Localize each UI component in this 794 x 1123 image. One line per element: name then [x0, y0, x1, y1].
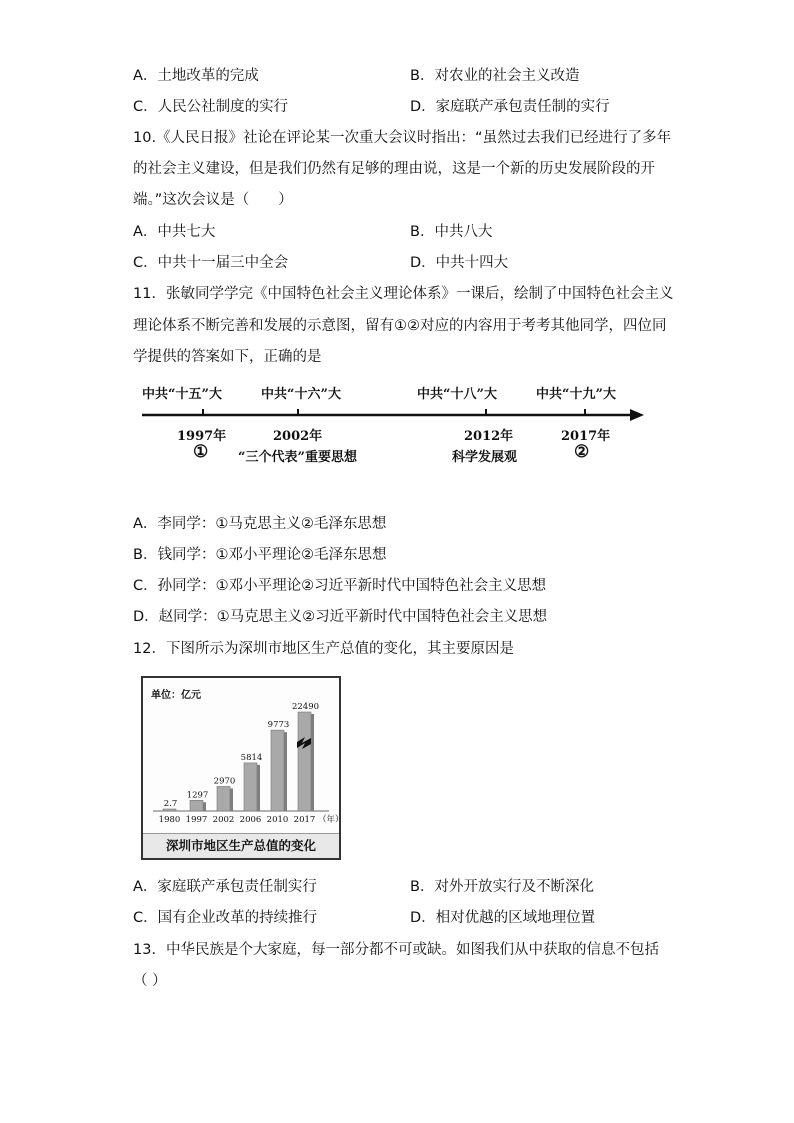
q9-option-c: C．人民公社制度的实行 [133, 99, 289, 115]
q10-option-b: B．中共八大 [410, 224, 493, 240]
q12-option-d: D．相对优越的区域地理位置 [410, 910, 596, 926]
timeline-blank-2: ② [574, 442, 590, 462]
chart-bar-side-2002 [230, 788, 233, 811]
q10-option-c: C．中共十一届三中全会 [133, 255, 289, 271]
timeline-year-1997: 1997年 [177, 429, 227, 444]
q13-stem-line1: 13．中华民族是个大家庭，每一部分都不可或缺。如图我们从中获取的信息不包括 [133, 942, 659, 958]
q12-option-b: B．对外开放实行及不断深化 [410, 879, 594, 895]
q10-option-d: D．中共十四大 [410, 255, 509, 271]
timeline-congress-18: 中共“十八”大 [417, 387, 497, 402]
chart-bar-1997 [190, 800, 203, 811]
gdp-bar-chart [141, 676, 344, 860]
timeline-content-three-represents: “三个代表”重要思想 [238, 450, 357, 465]
q12-option-a: A．家庭联产承包责任制实行 [133, 879, 317, 895]
chart-bar-2010 [271, 730, 284, 811]
chart-bar-side-2006 [257, 765, 260, 811]
timeline-congress-15: 中共“十五”大 [142, 387, 222, 402]
q13-stem-line2: （ ） [133, 973, 167, 989]
chart-title: 深圳市地区生产总值的变化 [143, 833, 339, 858]
chart-bar-side-2010 [284, 732, 287, 811]
timeline-blank-1: ① [193, 442, 209, 462]
chart-tick-label-2017: 2017 [293, 815, 316, 825]
q10-stem-line1: 10.《人民日报》社论在评论某一次重大会议时指出：“虽然过去我们已经进行了多年 [133, 130, 672, 146]
timeline-arrow-icon [630, 409, 644, 421]
q12-stem-line1: 12．下图所示为深圳市地区生产总值的变化，其主要原因是 [133, 641, 514, 657]
chart-value-label-1997: 1297 [186, 790, 209, 801]
chart-plot [143, 678, 344, 834]
q10-option-a: A．中共七大 [133, 224, 216, 240]
chart-tick-label-1997: 1997 [185, 815, 208, 825]
timeline-content-scientific-outlook: 科学发展观 [452, 450, 518, 465]
q9-option-b: B．对农业的社会主义改造 [410, 68, 580, 84]
chart-value-label-2017: 22490 [291, 702, 320, 712]
q11-option-d: D．赵同学：①马克思主义②习近平新时代中国特色社会主义思想 [133, 609, 548, 625]
q10-stem-line3: 端。”这次会议是（ ） [133, 192, 293, 208]
q9-option-a: A．土地改革的完成 [133, 68, 259, 84]
chart-x-unit-label: （年） [318, 815, 344, 825]
q11-stem-line3: 学提供的答案如下，正确的是 [133, 349, 322, 365]
chart-tick-label-2006: 2006 [239, 815, 262, 825]
chart-bar-2006 [244, 763, 257, 811]
chart-bar-side-1997 [203, 802, 206, 811]
timeline-year-2017: 2017年 [561, 429, 611, 444]
chart-bar-2017 [298, 712, 311, 811]
theory-timeline-diagram [130, 378, 650, 468]
q11-option-c: C．孙同学：①邓小平理论②习近平新时代中国特色社会主义思想 [133, 578, 547, 594]
timeline-congress-16: 中共“十六”大 [261, 387, 341, 402]
timeline-year-2002: 2002年 [273, 429, 323, 444]
q9-option-d: D．家庭联产承包责任制的实行 [410, 99, 610, 115]
q12-option-c: C．国有企业改革的持续推行 [133, 910, 318, 926]
chart-value-label-1980: 2.7 [163, 799, 178, 809]
chart-bar-side-2017 [311, 714, 314, 811]
chart-value-label-2002: 2970 [213, 776, 236, 787]
chart-tick-label-1980: 1980 [158, 815, 181, 825]
q11-stem-line1: 11．张敏同学学完《中国特色社会主义理论体系》一课后，绘制了中国特色社会主义 [133, 286, 674, 302]
chart-value-label-2006: 5814 [240, 752, 263, 763]
chart-tick-label-2010: 2010 [266, 815, 289, 825]
timeline-year-2012: 2012年 [464, 429, 514, 444]
chart-unit-label: 单位：亿元 [151, 690, 201, 701]
q11-option-a: A．李同学：①马克思主义②毛泽东思想 [133, 516, 387, 532]
q10-stem-line2: 的社会主义建设，但是我们仍然有足够的理由说，这是一个新的历史发展阶段的开 [133, 161, 655, 177]
timeline-congress-19: 中共“十九”大 [536, 387, 616, 402]
q11-stem-line2: 理论体系不断完善和发展的示意图，留有①②对应的内容用于考考其他同学，四位同 [133, 318, 667, 334]
chart-value-label-2010: 9773 [267, 720, 290, 731]
chart-bar-2002 [217, 786, 230, 811]
chart-bar-1980 [163, 809, 176, 811]
chart-tick-label-2002: 2002 [212, 815, 235, 825]
q11-option-b: B．钱同学：①邓小平理论②毛泽东思想 [133, 547, 387, 563]
